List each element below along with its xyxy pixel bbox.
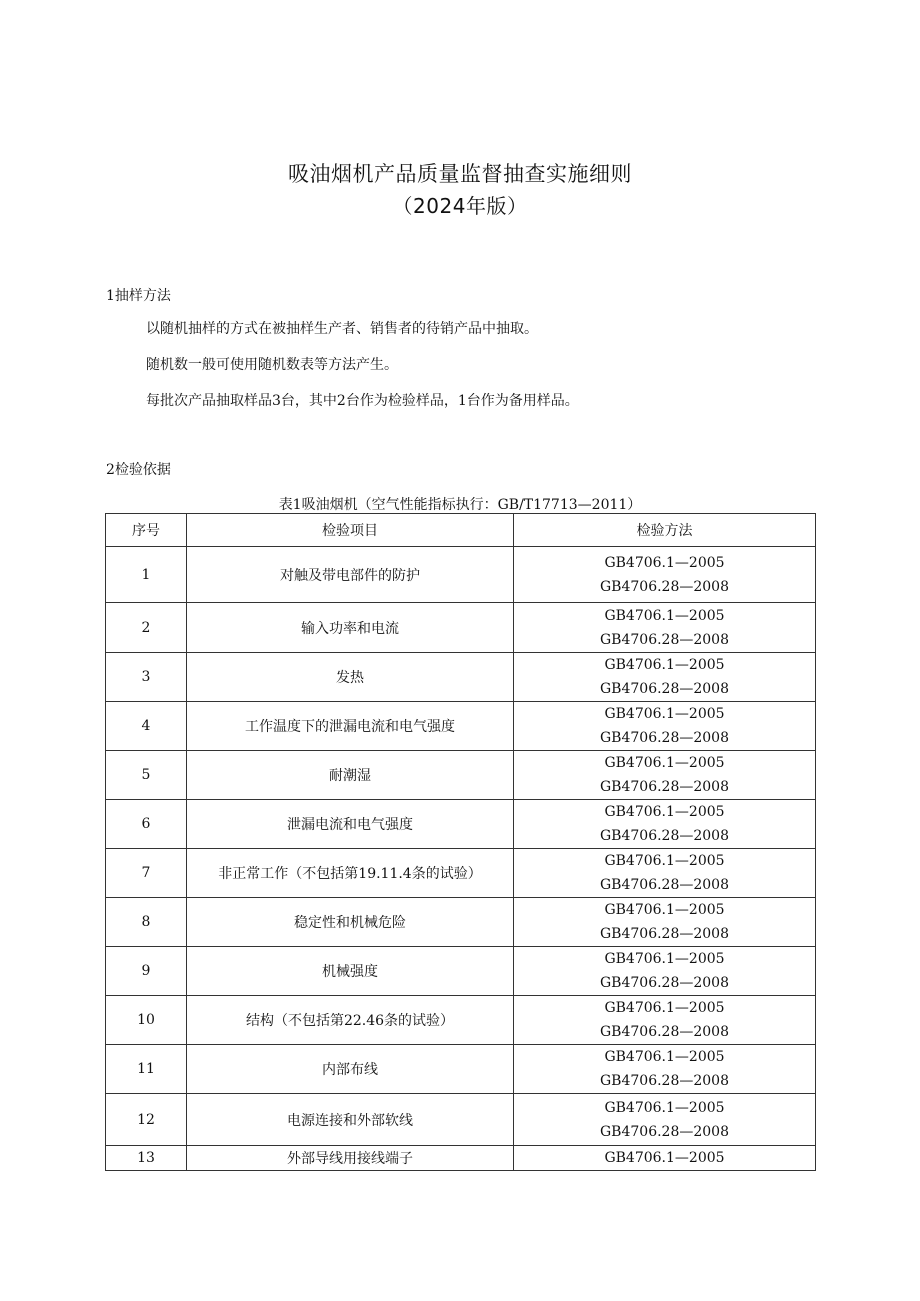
method-standard: GB4706.1—2005 xyxy=(604,706,725,722)
method-standard: GB4706.28—2008 xyxy=(600,877,729,893)
table-row xyxy=(106,603,816,653)
section-heading-sampling: 1抽样方法 xyxy=(106,288,171,304)
method-standard: GB4706.1—2005 xyxy=(604,554,725,571)
header-item: 检验项目 xyxy=(187,514,514,547)
cell-number: 1 xyxy=(106,547,187,603)
table-row xyxy=(106,996,816,1045)
method-standard: GB4706.28—2008 xyxy=(600,779,729,795)
cell-method xyxy=(514,547,816,603)
cell-item: 耐潮湿 xyxy=(187,751,514,800)
table-row xyxy=(106,1094,816,1146)
cell-method xyxy=(514,1045,816,1094)
paragraph: 随机数一般可使用随机数表等方法产生。 xyxy=(146,357,398,373)
method-standard: GB4706.1—2005 xyxy=(604,1150,725,1166)
cell-item: 泄漏电流和电气强度 xyxy=(187,800,514,849)
cell-method xyxy=(514,996,816,1045)
method-standard: GB4706.1—2005 xyxy=(604,902,725,918)
cell-method xyxy=(514,849,816,898)
method-standard: GB4706.28—2008 xyxy=(600,730,729,746)
table-row xyxy=(106,800,816,849)
cell-method xyxy=(514,603,816,653)
cell-number: 10 xyxy=(106,996,187,1045)
cell-item: 对触及带电部件的防护 xyxy=(187,547,514,603)
document-subtitle: （2024年版） xyxy=(392,194,528,218)
cell-method xyxy=(514,751,816,800)
cell-method xyxy=(514,1146,816,1171)
method-standard: GB4706.1—2005 xyxy=(604,1049,725,1065)
cell-method xyxy=(514,947,816,996)
method-standard: GB4706.1—2005 xyxy=(604,657,725,673)
paragraph: 以随机抽样的方式在被抽样生产者、销售者的待销产品中抽取。 xyxy=(146,321,538,337)
cell-number: 3 xyxy=(106,653,187,702)
table-row xyxy=(106,702,816,751)
table-row xyxy=(106,653,816,702)
cell-item: 发热 xyxy=(187,653,514,702)
cell-method xyxy=(514,653,816,702)
method-standard: GB4706.1—2005 xyxy=(604,951,725,967)
method-standard: GB4706.28—2008 xyxy=(600,631,729,648)
method-standard: GB4706.1—2005 xyxy=(604,1099,725,1116)
cell-item: 电源连接和外部软线 xyxy=(187,1094,514,1146)
document-title: 吸油烟机产品质量监督抽查实施细则 xyxy=(288,162,632,186)
method-standard: GB4706.1—2005 xyxy=(604,1000,725,1016)
table-caption: 表1吸油烟机（空气性能指标执行：GB/T17713—2011） xyxy=(278,497,642,513)
header-number: 序号 xyxy=(106,514,187,547)
header-method: 检验方法 xyxy=(514,514,816,547)
method-standard: GB4706.28—2008 xyxy=(600,975,729,991)
cell-method xyxy=(514,1094,816,1146)
cell-item: 内部布线 xyxy=(187,1045,514,1094)
table-row xyxy=(106,1045,816,1094)
table-row xyxy=(106,947,816,996)
method-standard: GB4706.28—2008 xyxy=(600,828,729,844)
method-standard: GB4706.1—2005 xyxy=(604,804,725,820)
table-row xyxy=(106,547,816,603)
method-standard: GB4706.28—2008 xyxy=(600,1073,729,1089)
cell-item: 非正常工作（不包括第19.11.4条的试验） xyxy=(187,849,514,898)
cell-number: 8 xyxy=(106,898,187,947)
paragraph: 每批次产品抽取样品3台，其中2台作为检验样品，1台作为备用样品。 xyxy=(146,393,579,409)
table-row xyxy=(106,898,816,947)
method-standard: GB4706.28—2008 xyxy=(600,578,729,595)
cell-number: 13 xyxy=(106,1146,187,1171)
method-standard: GB4706.1—2005 xyxy=(604,853,725,869)
cell-number: 4 xyxy=(106,702,187,751)
cell-item: 工作温度下的泄漏电流和电气强度 xyxy=(187,702,514,751)
table-row xyxy=(106,1146,816,1171)
cell-number: 2 xyxy=(106,603,187,653)
method-standard: GB4706.1—2005 xyxy=(604,755,725,771)
section-heading-basis: 2检验依据 xyxy=(106,462,171,478)
cell-method xyxy=(514,898,816,947)
table-body xyxy=(106,547,816,1171)
method-standard: GB4706.28—2008 xyxy=(600,1024,729,1040)
cell-number: 5 xyxy=(106,751,187,800)
cell-item: 机械强度 xyxy=(187,947,514,996)
cell-number: 9 xyxy=(106,947,187,996)
method-standard: GB4706.28—2008 xyxy=(600,1123,729,1140)
cell-item: 稳定性和机械危险 xyxy=(187,898,514,947)
method-standard: GB4706.1—2005 xyxy=(604,607,725,624)
cell-number: 6 xyxy=(106,800,187,849)
table-row xyxy=(106,849,816,898)
cell-number: 12 xyxy=(106,1094,187,1146)
cell-method xyxy=(514,800,816,849)
inspection-table xyxy=(105,513,816,1171)
cell-item: 输入功率和电流 xyxy=(187,603,514,653)
cell-number: 7 xyxy=(106,849,187,898)
table-row xyxy=(106,751,816,800)
cell-item: 外部导线用接线端子 xyxy=(187,1146,514,1171)
cell-item: 结构（不包括第22.46条的试验） xyxy=(187,996,514,1045)
table-header-row xyxy=(106,514,816,547)
cell-method xyxy=(514,702,816,751)
cell-number: 11 xyxy=(106,1045,187,1094)
method-standard: GB4706.28—2008 xyxy=(600,681,729,697)
method-standard: GB4706.28—2008 xyxy=(600,926,729,942)
